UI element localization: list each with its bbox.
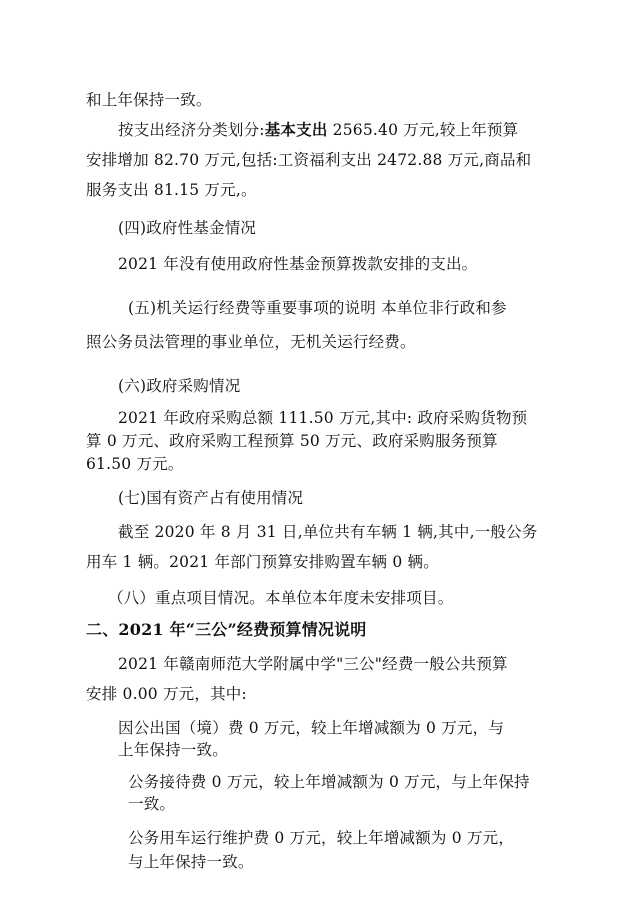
section-heading: (四)政府性基金情况 bbox=[118, 219, 257, 237]
text-line: 截至 2020 年 8 月 31 日,单位共有车辆 1 辆,其中,一般公务 bbox=[118, 523, 538, 541]
text-run: 按支出经济分类划分: bbox=[118, 121, 265, 139]
text-line: 算 0 万元、政府采购工程预算 50 万元、政府采购服务预算 bbox=[86, 432, 498, 450]
text-line: 2021 年没有使用政府性基金预算拨款安排的支出。 bbox=[118, 255, 478, 273]
text-line: 和上年保持一致。 bbox=[86, 91, 212, 109]
text-line: 61.50 万元。 bbox=[86, 455, 184, 473]
chapter-heading: 二、2021 年“三公”经费预算情况说明 bbox=[86, 620, 367, 639]
text-line bbox=[118, 120, 518, 140]
text-line: 一致。 bbox=[128, 795, 176, 813]
section-heading: (六)政府采购情况 bbox=[118, 377, 241, 395]
text-line: 公务用车运行维护费 0 万元，较上年增减额为 0 万元， bbox=[128, 829, 515, 847]
text-line: 2021 年政府采购总额 111.50 万元,其中: 政府采购货物预 bbox=[118, 409, 528, 427]
bold-term: 基本支出 bbox=[264, 120, 328, 139]
text-line: 2021 年赣南师范大学附属中学"三公"经费一般公共预算 bbox=[118, 655, 508, 673]
text-line: 公务接待费 0 万元，较上年增减额为 0 万元，与上年保持 bbox=[128, 773, 530, 791]
text-line: 上年保持一致。 bbox=[118, 741, 228, 759]
text-line: 照公务员法管理的事业单位，无机关运行经费。 bbox=[86, 333, 416, 351]
section-heading: （八）重点项目情况。本单位本年度未安排项目。 bbox=[108, 589, 454, 607]
text-line: 用车 1 辆。2021 年部门预算安排购置车辆 0 辆。 bbox=[86, 553, 439, 571]
text-line: 因公出国（境）费 0 万元，较上年增减额为 0 万元，与 bbox=[118, 719, 505, 737]
text-line: 服务支出 81.15 万元,。 bbox=[86, 181, 257, 199]
text-run: 2565.40 万元,较上年预算 bbox=[327, 121, 519, 139]
section-heading: (五)机关运行经费等重要事项的说明 本单位非行政和参 bbox=[128, 299, 507, 317]
section-heading: (七)国有资产占有使用情况 bbox=[118, 489, 304, 507]
text-line: 与上年保持一致。 bbox=[128, 853, 254, 871]
text-line: 安排增加 82.70 万元,包括:工资福利支出 2472.88 万元,商品和 bbox=[86, 151, 532, 169]
text-line: 安排 0.00 万元，其中: bbox=[86, 685, 247, 703]
